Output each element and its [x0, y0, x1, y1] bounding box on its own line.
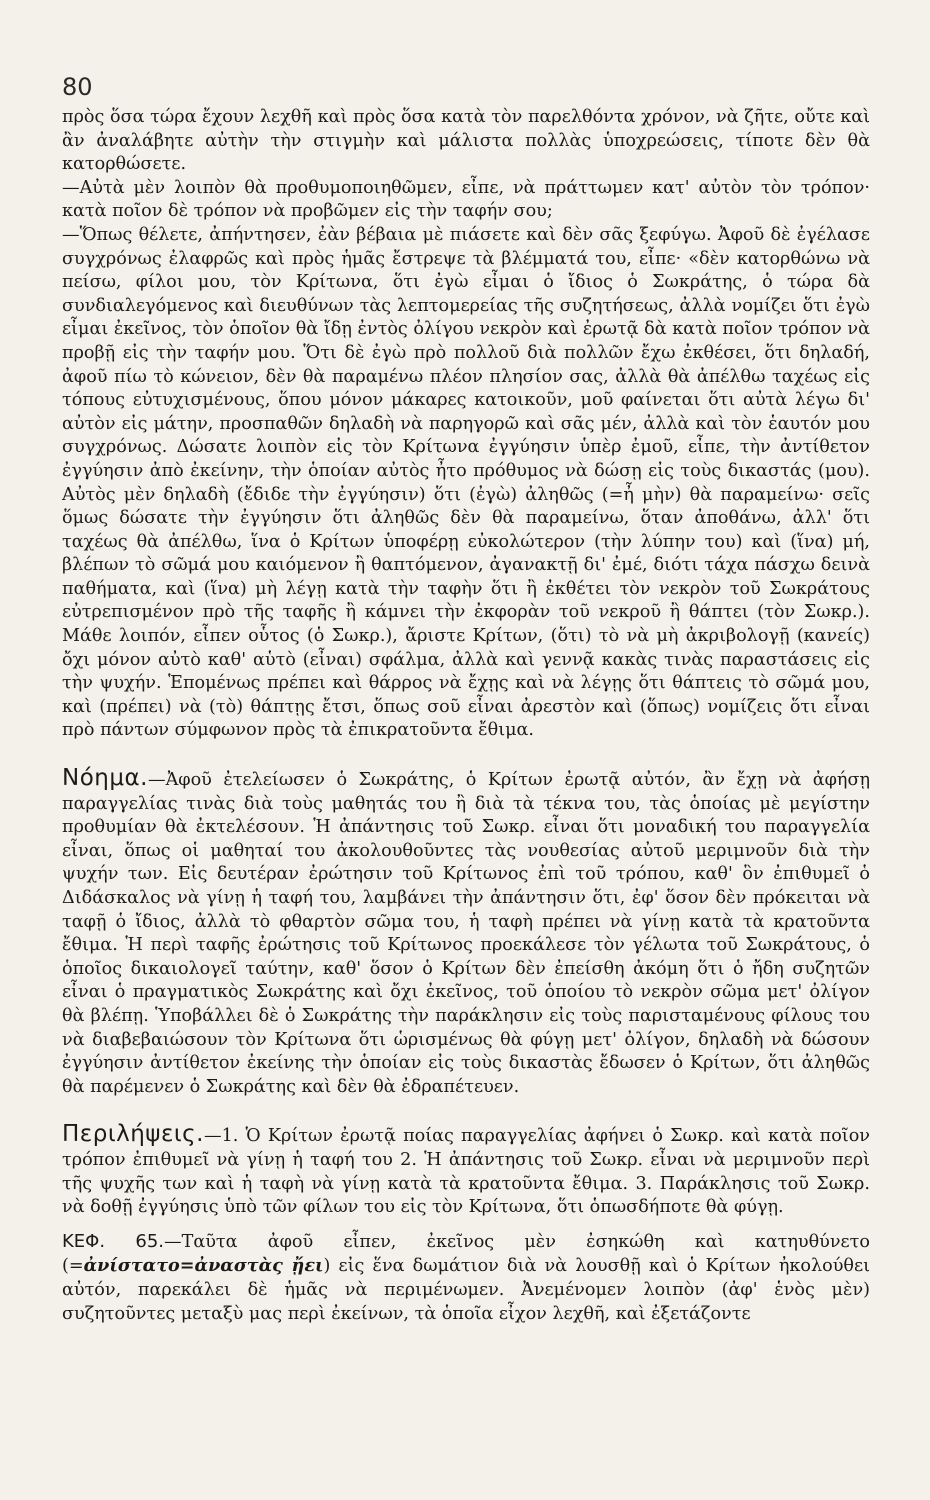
- paragraph: —Αὐτὰ μὲν λοιπὸν θὰ προθυμοποιηθῶμεν, εἶπε, νὰ πράττωμεν κατ' αὐτὸν τὸν τρόπον· κατὰ ποῖον δὲ τρόπον νὰ προβῶμεν εἰς τὴν ταφήν σου;: [62, 177, 870, 222]
- kef65-text-after: ) εἰς ἕνα δωμάτιον διὰ νὰ λουσθῇ καὶ ὁ Κρίτων ἠκολούθει αὐτόν, παρεκάλει δὲ ἡμᾶς νὰ περιμένωμεν. Ἀνεμένομεν λοιπὸν (ἀφ' ἑνὸς μὲν) συζητοῦντες μεταξὺ μας περὶ ἐκείνων, τὰ ὁποῖα εἶχον λεχθῆ, καὶ ἐξετάζοντε: [62, 1256, 870, 1324]
- kef65-emphasis: ἀνίστατο=ἀναστὰς ᾔει: [83, 1255, 324, 1277]
- paragraph: —Ὅπως θέλετε, ἀπήντησεν, ἐὰν βέβαια μὲ πιάσετε καὶ δὲν σᾶς ξεφύγω. Ἀφοῦ δὲ ἐγέλασε συγχρόνως ἐλαφρῶς καὶ πρὸς ἡμᾶς ἔστρεψε τὰ βλέμματά του, εἶπε· «δὲν κατορθώνω νὰ πείσω, φίλοι μου, τὸν Κρίτωνα, ὅτι ἐγὼ εἶμαι ὁ ἴδιος ὁ Σωκράτης, ὁ τώρα δὰ συνδιαλεγόμενος καὶ διευθύνων τὰς λεπτομερείας τῆς συζητήσεως, ἀλλὰ νομίζει ὅτι ἐγὼ εἶμαι ἐκεῖνος, τὸν ὁποῖον θὰ ἴδῃ ἐντὸς ὀλίγου νεκρὸν καὶ ἐρωτᾷ δὰ κατὰ ποῖον τρόπον νὰ προβῇ εἰς τὴν ταφήν μου. Ὅτι δὲ ἐγὼ πρὸ πολλοῦ διὰ πολλῶν ἔχω ἐκθέσει, ὅτι δηλαδή, ἀφοῦ πίω τὸ κώνειον, δὲν θὰ παραμένω πλέον πλησίον σας, ἀλλὰ θὰ ἀπέλθω ταχέως εἰς τόπους εὐτυχισμένους, ὅπου μόνον μάκαρες κατοικοῦν, μοῦ φαίνεται ὅτι αὐτὰ λέγω δι' αὐτὸν εἰς μάτην, προσπαθῶν δηλαδὴ νὰ παρηγορῶ καὶ σᾶς μέν, ἀλλὰ καὶ τὸν ἑαυτόν μου συγχρόνως. Δώσατε λοιπὸν εἰς τὸν Κρίτωνα ἐγγύησιν ὑπὲρ ἐμοῦ, εἶπε, τὴν ἀντίθετον ἐγγύησιν ἀπὸ ἐκείνην, τὴν ὁποίαν αὐτὸς ἦτο πρόθυμος νὰ δώσῃ εἰς τοὺς δικαστάς (μου). Αὐτὸς μὲν δηλαδὴ (ἔδιδε τὴν ἐγγύησιν) ὅτι (ἐγὼ) ἀληθῶς (=ἦ μὴν) θὰ παραμείνω· σεῖς ὅμως δώσατε τὴν ἐγγύησιν ὅτι ἀληθῶς δὲν θὰ παραμείνω, ὅταν ἀποθάνω, ἀλλ' ὅτι ταχέως θὰ ἀπέλθω, ἵνα ὁ Κρίτων ὑποφέρῃ εὐκολώτερον (τὴν λύπην του) καὶ (ἵνα) μή, βλέπων τὸ σῶμά μου καιόμενον ἢ θαπτόμενον, ἀγανακτῇ δι' ἐμέ, διότι τάχα πάσχω δεινὰ παθήματα, καὶ (ἵνα) μὴ λέγῃ κατὰ τὴν ταφὴν ὅτι ἢ ἐκθέτει τὸν νεκρὸν τοῦ Σωκράτους εὐτρεπισμένον πρὸ τῆς ταφῆς ἢ κάμνει τὴν ἐκφορὰν τοῦ νεκροῦ ἢ θάπτει (τὸν Σωκρ.). Μάθε λοιπόν, εἶπεν οὗτος (ὁ Σωκρ.), ἄριστε Κρίτων, (ὅτι) τὸ νὰ μὴ ἀκριβολογῇ (κανείς) ὄχι μόνον αὐτὸ καθ' αὑτὸ (εἶναι) σφάλμα, ἀλλὰ καὶ γεννᾷ κακὰς τινὰς παραστάσεις εἰς τὴν ψυχήν. Ἑπομένως πρέπει καὶ θάρρος νὰ ἔχῃς καὶ νὰ λέγῃς ὅτι θάπτεις τὸ σῶμά μου, καὶ (πρέπει) νὰ (τὸ) θάπτῃς ἔτσι, ὅπως σοῦ εἶναι ἀρεστὸν καὶ (ὅπως) νομίζεις ὅτι εἶναι πρὸ πάντων σύμφωνον πρὸς τὰ ἐπικρατοῦντα ἔθιμα.: [62, 224, 870, 741]
- perilipseis-text: —1. Ὁ Κρίτων ἐρωτᾷ ποίας παραγγελίας ἀφήνει ὁ Σωκρ. καὶ κατὰ ποῖον τρόπον ἐπιθυμεῖ νὰ γίνῃ ἡ ταφή του 2. Ἡ ἀπάντησις τοῦ Σωκρ. εἶναι νὰ μεριμνοῦν περὶ τῆς ψυχῆς των καὶ ἡ ταφὴ νὰ γίνῃ κατὰ τὰ κρατοῦντα ἔθιμα. 3. Παράκλησις τοῦ Σωκρ. νὰ δοθῇ ἐγγύησις ὑπὸ τῶν φίλων του εἰς τὸν Κρίτωνα, ὅτι ὁπωσδήποτε θὰ φύγῃ.: [62, 1126, 870, 1218]
- noima-text: —Ἀφοῦ ἐτελείωσεν ὁ Σωκράτης, ὁ Κρίτων ἐρωτᾷ αὐτόν, ἂν ἔχῃ νὰ ἀφήσῃ παραγγελίας τινὰς διὰ τοὺς μαθητάς του ἢ διὰ τὰ τέκνα του, τὰς ὁποίας μὲ μεγίστην προθυμίαν θὰ ἐκτελέσουν. Ἡ ἀπάντησις τοῦ Σωκρ. εἶναι ὅτι μοναδική του παραγγελία εἶναι, ὅπως οἱ μαθηταί του ἀκολουθοῦντες τὰς νουθεσίας αὐτοῦ μεριμνοῦν διὰ τὴν ψυχήν των. Εἰς δευτέραν ἐρώτησιν τοῦ Κρίτωνος ἐπὶ τοῦ τρόπου, καθ' ὃν ἐπιθυμεῖ ὁ Διδάσκαλος νὰ γίνῃ ἡ ταφή του, λαμβάνει τὴν ἀπάντησιν ὅτι, ἐφ' ὅσον δὲν πρόκειται νὰ ταφῇ ὁ ἴδιος, ἀλλὰ τὸ φθαρτὸν σῶμα του, ἡ ταφὴ πρέπει νὰ γίνῃ κατὰ τὰ κρατοῦντα ἔθιμα. Ἡ περὶ ταφῆς ἐρώτησις τοῦ Κρίτωνος προεκάλεσε τὸν γέλωτα τοῦ Σωκράτους, ὁ ὁποῖος δικαιολογεῖ ταύτην, καθ' ὅσον ὁ Κρίτων δὲν ἐπείσθη ἀκόμη ὅτι ὁ ἤδη συζητῶν εἶναι ὁ πραγματικὸς Σωκράτης καὶ ὄχι ἐκεῖνος, τοῦ ὁποίου τὸ νεκρὸν σῶμα μετ' ὀλίγον θὰ βλέπῃ. Ὑποβάλλει δὲ ὁ Σωκράτης τὴν παράκλησιν εἰς τοὺς παρισταμένους φίλους του νὰ διαβεβαιώσουν τὸν Κρίτωνα ὅτι ὡρισμένως θὰ φύγῃ μετ' ὀλίγον, δηλαδὴ νὰ δώσουν ἐγγύησιν ἀντίθετον ἐκείνης τὴν ὁποίαν εἰς τοὺς δικαστὰς ἔδωσεν ὁ Κρίτων, ὅτι ἀληθῶς θὰ παρέμενεν ὁ Σωκράτης καὶ δὲν θὰ ἐδραπέτευεν.: [62, 770, 870, 1097]
- noima-paragraph: [62, 767, 870, 1099]
- perilipseis-heading: Περιλήψεις.: [62, 1121, 204, 1148]
- perilipseis-paragraph: [62, 1123, 870, 1219]
- perilipseis-section: [62, 1123, 870, 1219]
- noima-section: [62, 767, 870, 1099]
- noima-heading: Νόημα.: [62, 765, 148, 792]
- paragraph: πρὸς ὅσα τώρα ἔχουν λεχθῆ καὶ πρὸς ὅσα κατὰ τὸν παρελθόντα χρόνον, νὰ ζῆτε, οὔτε καὶ ἂν ἀναλάβητε αὐτὴν τὴν στιγμὴν καὶ μάλιστα πολλὰς ὑποχρεώσεις, τίποτε δὲν θὰ κατορθώσετε.: [62, 107, 870, 175]
- kef65-heading: ΚΕΦ. 65.: [62, 1230, 165, 1252]
- main-text: [62, 106, 870, 743]
- kef65-paragraph: [62, 1230, 870, 1326]
- kef65-text-before: —Ταῦτα ἀφοῦ εἶπεν, ἐκεῖνος μὲν ἐσηκώθη καὶ κατηυθύνετο (=: [62, 1231, 870, 1277]
- kef65-section: [62, 1230, 870, 1326]
- page-number: 80: [62, 73, 93, 101]
